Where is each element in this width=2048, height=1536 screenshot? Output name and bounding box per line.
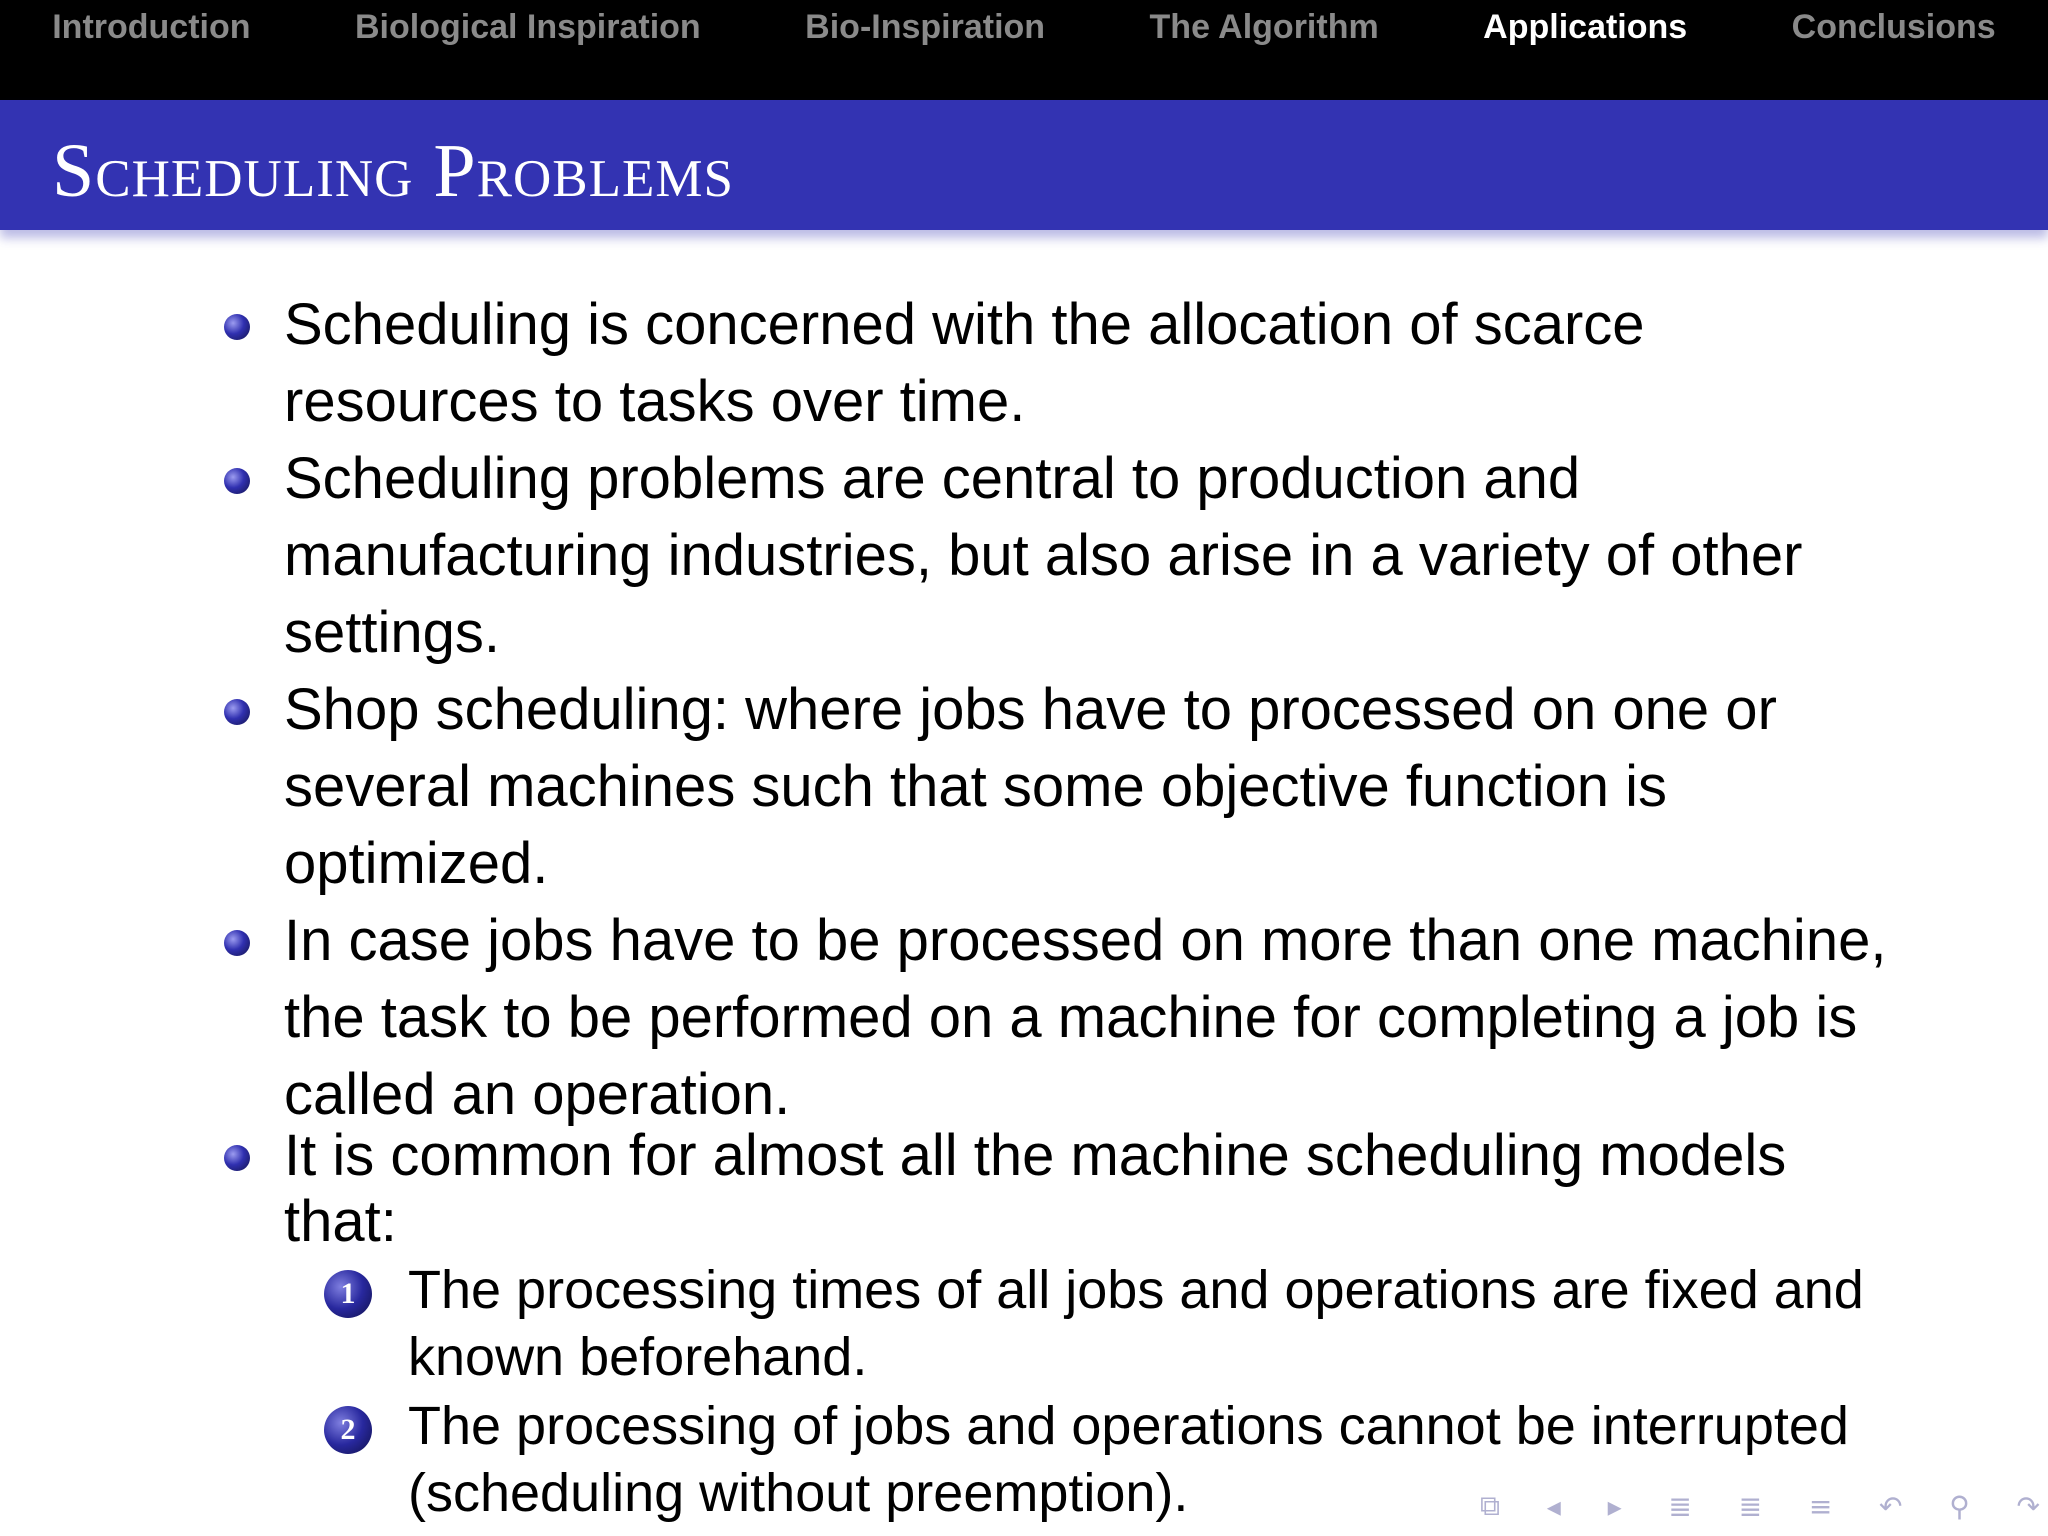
bullet-item bbox=[220, 1123, 1900, 1255]
undo-icon[interactable]: ↶ bbox=[1879, 1489, 1903, 1523]
nav-section-introduction[interactable]: Introduction bbox=[52, 8, 251, 46]
number-ball-icon: 2 bbox=[324, 1406, 372, 1454]
nav-section-conclusions[interactable]: Conclusions bbox=[1791, 8, 1996, 46]
frame-icon[interactable]: ⧉ bbox=[1480, 1489, 1500, 1522]
bullet-ball-icon bbox=[224, 699, 250, 725]
numbered-subitem bbox=[220, 1257, 1900, 1391]
nav-section-applications[interactable]: Applications bbox=[1483, 8, 1688, 46]
nav-section-bio-inspiration[interactable]: Bio-Inspiration bbox=[805, 8, 1046, 46]
document-icon[interactable]: ≡ bbox=[1808, 1489, 1833, 1523]
nav-section-biological-inspiration[interactable]: Biological Inspiration bbox=[355, 8, 701, 46]
bullet-item bbox=[220, 286, 1900, 440]
subitem-text: The processing of jobs and operations cannot be interrupted (scheduling without preemption). bbox=[408, 1396, 1849, 1523]
arrow-right-icon[interactable]: ▸ bbox=[1607, 1489, 1622, 1523]
redo-icon[interactable]: ↷ bbox=[2016, 1489, 2040, 1523]
number-ball-icon: 1 bbox=[324, 1270, 372, 1318]
bullet-text: Shop scheduling: where jobs have to processed on one or several machines such that some objective function is optimized. bbox=[284, 677, 1777, 896]
bullet-ball-icon bbox=[224, 930, 250, 956]
slide-content bbox=[220, 286, 1903, 1527]
search-icon[interactable]: ⚲ bbox=[1949, 1489, 1970, 1523]
bullet-item bbox=[220, 440, 1900, 671]
section-icon[interactable]: ≣ bbox=[1738, 1489, 1763, 1523]
bullet-text: In case jobs have to be processed on more than one machine, the task to be performed on a machine for completing a job is called an operation. bbox=[284, 908, 1887, 1127]
bullet-ball-icon bbox=[224, 468, 250, 494]
bullet-ball-icon bbox=[224, 1145, 250, 1171]
subitem-text: The processing times of all jobs and operations are fixed and known beforehand. bbox=[408, 1260, 1864, 1387]
nav-section-the-algorithm[interactable]: The Algorithm bbox=[1149, 8, 1379, 46]
arrow-left-icon[interactable]: ◂ bbox=[1546, 1489, 1561, 1523]
bullet-item bbox=[220, 902, 1900, 1133]
bullet-item bbox=[220, 671, 1900, 902]
slide-title: Scheduling Problems bbox=[52, 129, 734, 213]
bullet-text: It is common for almost all the machine scheduling models that: bbox=[284, 1123, 1787, 1254]
subsection-icon[interactable]: ≣ bbox=[1668, 1489, 1692, 1523]
beamer-navigation-symbols bbox=[1480, 1488, 2040, 1524]
slide-title-bar bbox=[0, 100, 2048, 230]
section-navigation-bar bbox=[0, 0, 2048, 100]
bullet-text: Scheduling is concerned with the allocation of scarce resources to tasks over time. bbox=[284, 292, 1645, 434]
bullet-text: Scheduling problems are central to production and manufacturing industries, but also arise in a variety of other settings. bbox=[284, 446, 1803, 665]
bullet-ball-icon bbox=[224, 314, 250, 340]
